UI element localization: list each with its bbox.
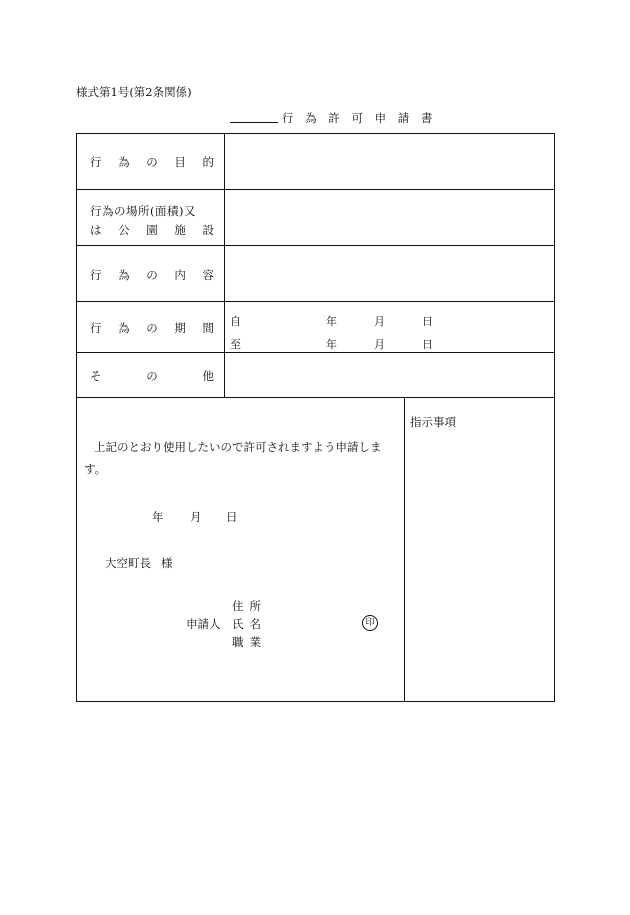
- addressee: 大空町長 様: [105, 556, 173, 570]
- occupation-label: 職業: [232, 635, 267, 649]
- name-label: 氏名: [232, 617, 267, 631]
- address-label: 住所: [232, 599, 267, 613]
- application-day: 日: [226, 510, 238, 524]
- label-location: 行為の場所(面積)又 は 公 園 施 設: [90, 204, 214, 237]
- label-content: 行 為 の 内 容: [90, 268, 214, 282]
- application-statement: 上記のとおり使用したいので許可されますよう申請します。: [84, 440, 382, 476]
- content-field[interactable]: [225, 246, 554, 301]
- application-month: 月: [190, 510, 202, 524]
- application-year: 年: [152, 510, 164, 524]
- location-field[interactable]: [225, 190, 554, 245]
- label-purpose: 行 為 の 目 的: [90, 155, 214, 169]
- instructions-field[interactable]: [405, 398, 554, 701]
- other-field[interactable]: [225, 353, 554, 397]
- label-other: そ の 他: [90, 369, 214, 383]
- instructions-label: 指示事項: [410, 415, 456, 429]
- title-blank[interactable]: [230, 122, 278, 123]
- applicant-label: 申請人: [186, 617, 221, 631]
- row-divider: [76, 301, 555, 302]
- label-period: 行 為 の 期 間: [90, 321, 214, 335]
- document-title: [230, 110, 436, 126]
- title-text: 行 為 許 可 申 請 書: [282, 111, 437, 125]
- purpose-field[interactable]: [225, 134, 554, 189]
- form-number: 様式第1号(第2条関係): [76, 85, 192, 99]
- seal-mark: 印: [362, 615, 378, 631]
